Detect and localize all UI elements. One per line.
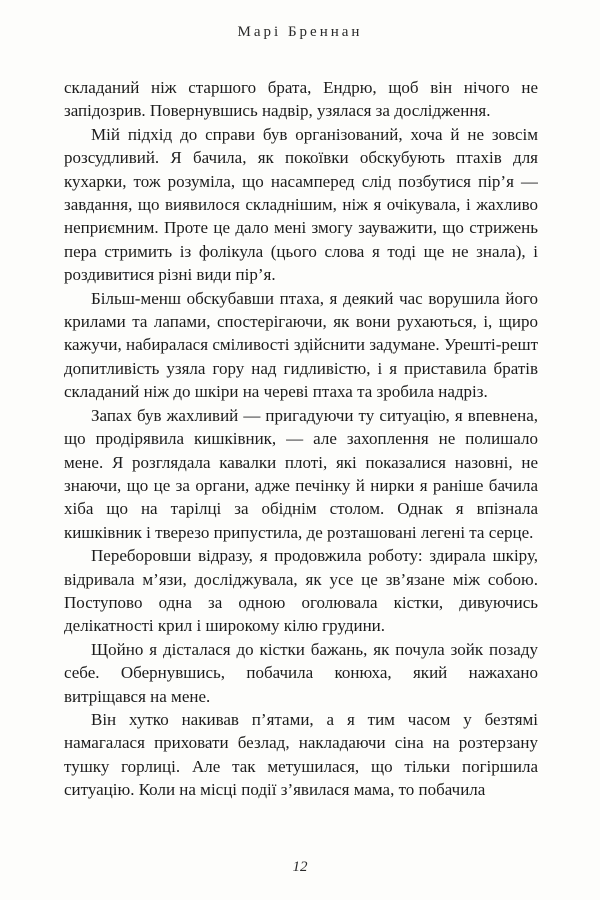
page-number: 12 [292,859,308,875]
paragraph: Більш-менш обскубавши птаха, я деякий час ворушила його крилами та лапами, спостерігаючи, як вони рухаються, і, щиро кажучи, набиралася сміливості здійснити задумане. Урешті-решт допитливість узяла гору над гидливістю, і я приставила братів складаний ніж до шкіри на череві птаха та зробила надріз. [64,288,538,402]
paragraph: Він хутко накивав п’ятами, а я тим часом у безтямі намагалася приховати безлад, накладаючи сіна на розтерзану тушку горлиці. Але так метушилася, що тільки погіршила ситуацію. Коли на місці події з’явилася мама, то побачила [64,709,538,800]
body-text [64,76,538,848]
paragraph: складаний ніж старшого брата, Ендрю, щоб він нічого не запідозрив. Повернувшись надвір, узялася за дослідження. [64,78,538,121]
running-header: Марі Бреннан [237,24,363,40]
paragraph: Переборовши відразу, я продовжила роботу: здирала шкіру, відривала м’язи, досліджувала, як усе це зв’язане між собою. Поступово одна за одною оголювала кістки, дивуючись делікатності крил і широкому кілю грудини. [64,546,538,636]
paragraph: Мій підхід до справи був організований, хоча й не зовсім розсудливий. Я бачила, як покоївки обскубують птахів для кухарки, тож розуміла, що насамперед слід позбутися пір’я — завдання, що виявилося складнішим, ніж я очікувала, і жахливо неприємним. Проте це дало мені змогу зауважити, що стрижень пера стримить із фолікула (цього слова я тоді ще не знала), і роздивитися різні види пір’я. [64,124,538,285]
paragraph: Щойно я дісталася до кістки бажань, як почула зойк позаду себе. Обернувшись, побачила конюха, який нажахано витріщався на мене. [64,639,538,706]
paragraph: Запах був жахливий — пригадуючи ту ситуацію, я впевнена, що продірявила кишківник, — але захоплення не полишало мене. Я розглядала кавалки плоті, які показалися назовні, не знаючи, що це за органи, адже печінку й нирки я раніше бачила хіба що на тарілці за обіднім столом. Однак я впізнала кишківник і тверезо припустила, де розташовані легені та серце. [64,405,538,542]
